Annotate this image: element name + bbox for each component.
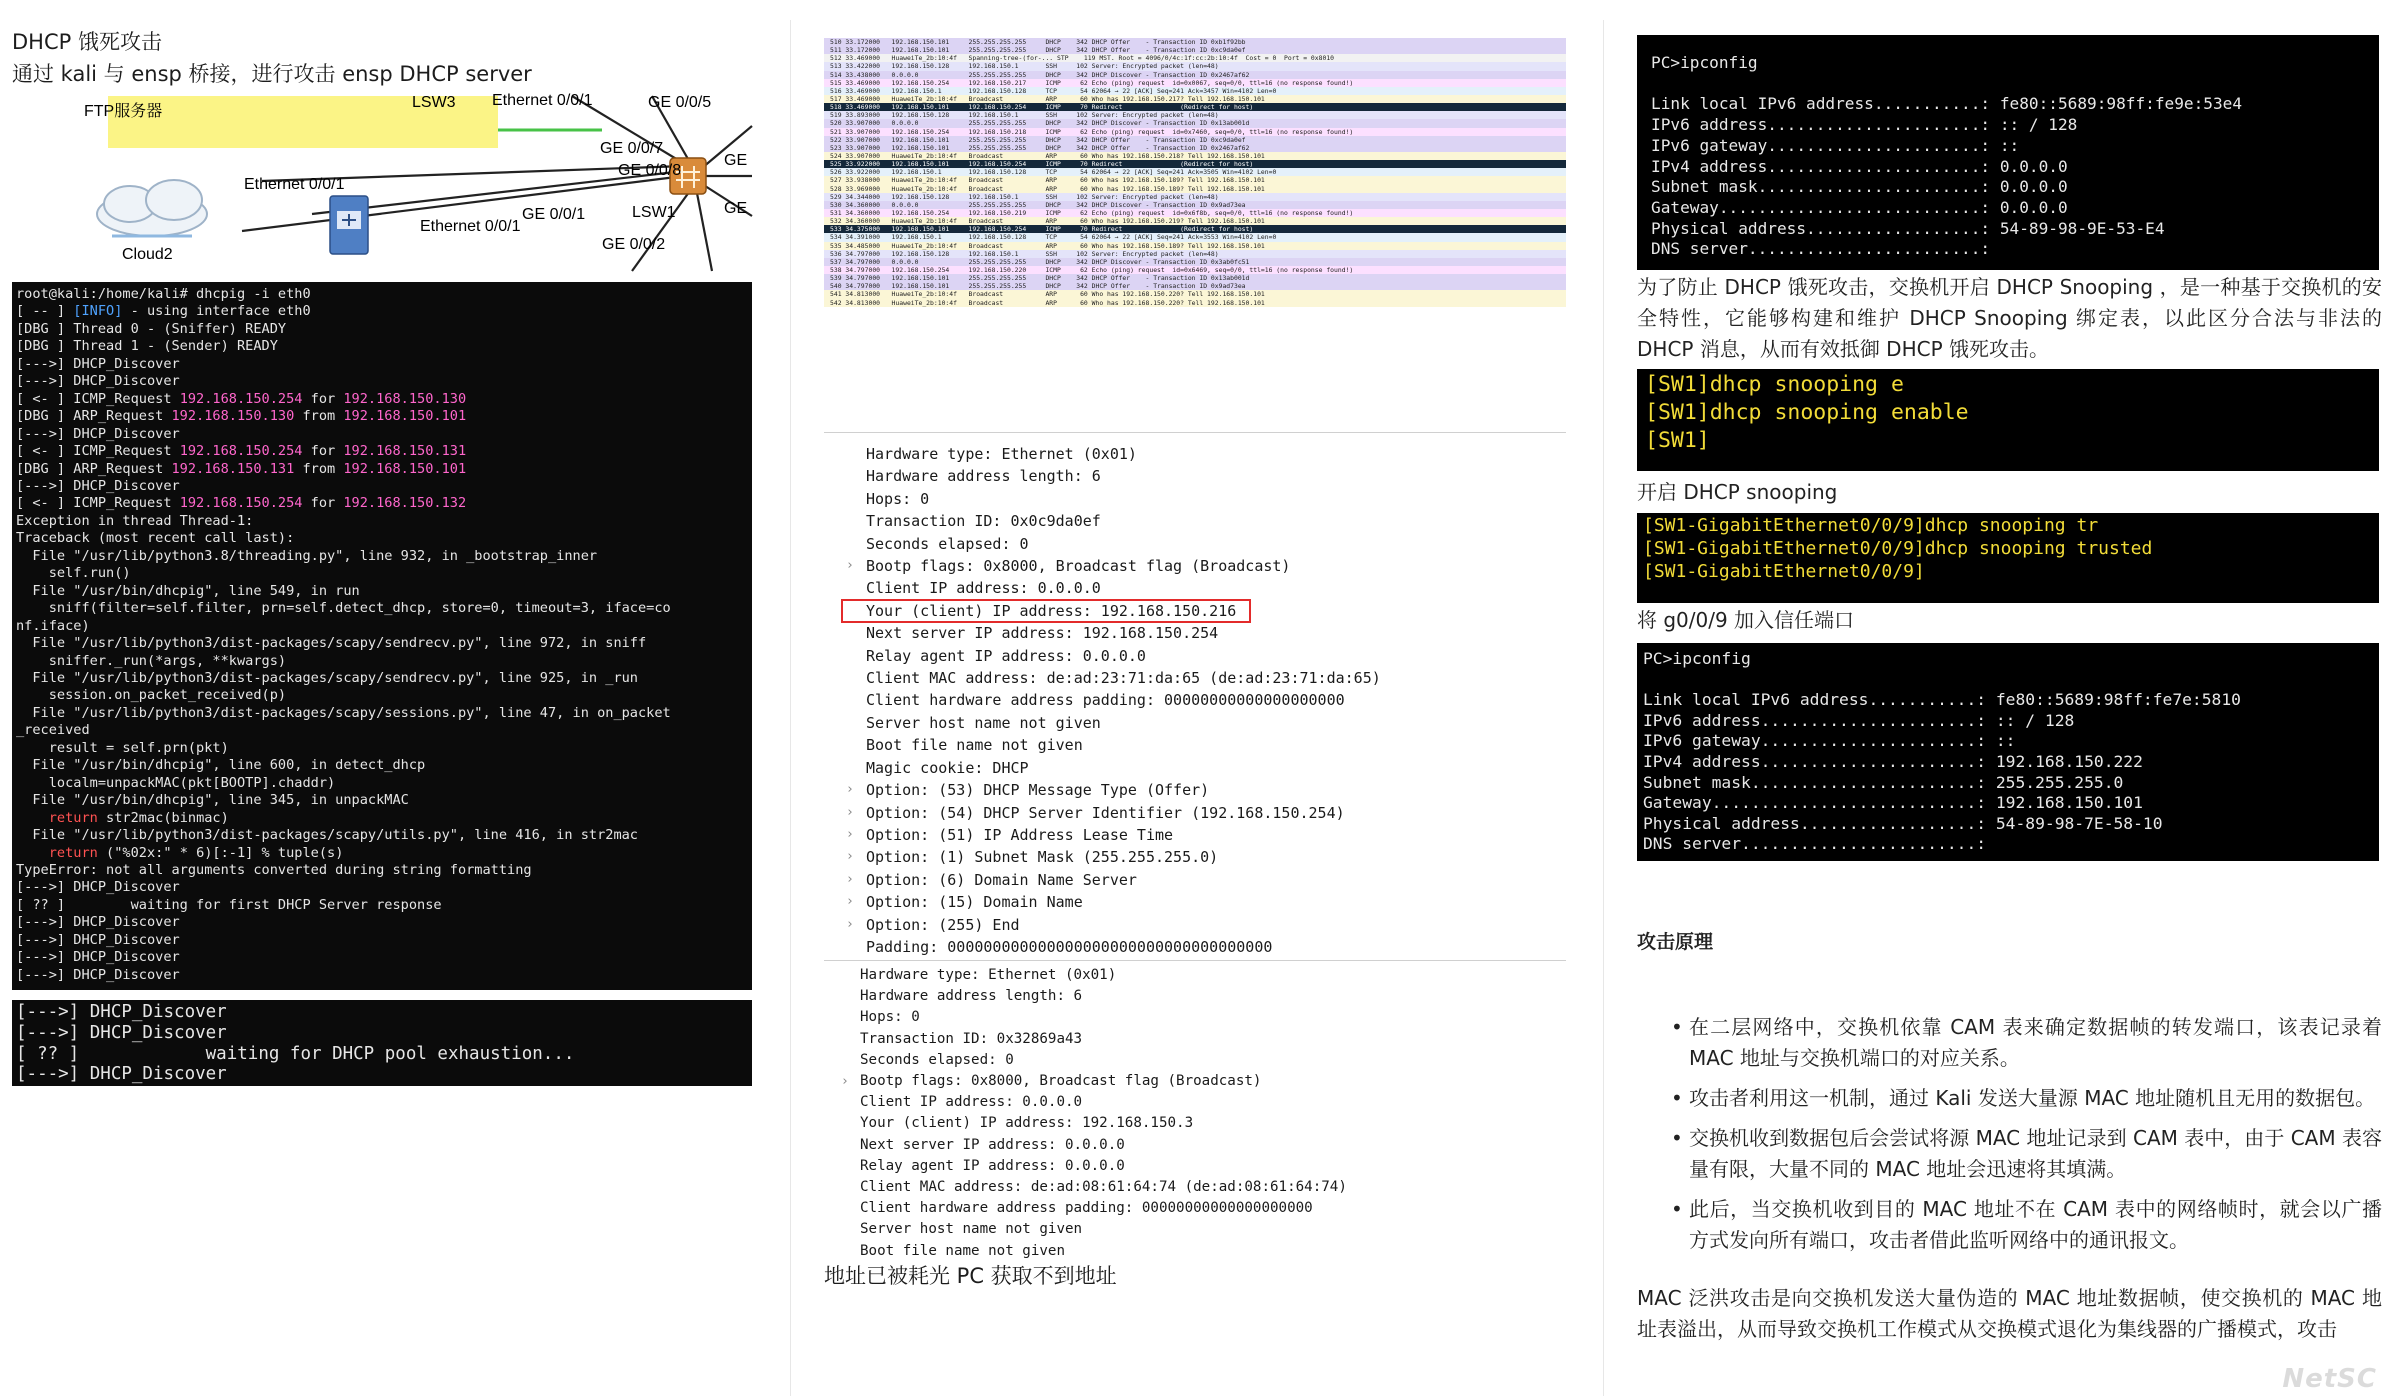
topology-label: LSW3 [412, 94, 456, 111]
detail-text: Bootp flags: 0x8000, Broadcast flag (Broadcast) [866, 557, 1291, 576]
terminal-line: File "/usr/bin/dhcpig", line 549, in run [16, 582, 360, 599]
detail-text: Hardware type: Ethernet (0x01) [866, 445, 1137, 463]
chevron-right-icon[interactable]: › [846, 826, 854, 842]
packet-row[interactable]: 515 33.469000 192.168.150.254 192.168.150.217 ICMP 62 Echo (ping) request id=0x0067, seq=0/0, ttl=16 (no response found!) [824, 79, 1566, 87]
detail-text: Option: (51) IP Address Lease Time [866, 825, 1174, 844]
terminal-line: [DBG ] ARP_Request 192.168.150.131 from 192.168.150.101 [16, 460, 467, 477]
snooping-caption: 开启 DHCP snooping [1637, 480, 1838, 504]
terminal-line: session.on_packet_received(p) [16, 687, 287, 704]
detail-row [824, 689, 1566, 711]
detail-text: Bootp flags: 0x8000, Broadcast flag (Broadcast) [860, 1073, 1262, 1090]
terminal-line: IPv6 address......................: :: / 128 [1651, 115, 2078, 135]
topology-label: GE 0/0/8 [618, 162, 682, 179]
topology-label: LSW1 [632, 204, 676, 221]
detail-text: Option: (1) Subnet Mask (255.255.255.0) [866, 848, 1219, 867]
detail-row [824, 986, 1566, 1007]
detail-text: Server host name not given [866, 713, 1101, 732]
detail-row [824, 1050, 1566, 1071]
packet-row[interactable]: 541 34.813000 HuaweiTe_2b:10:4f Broadcast ARP 60 Who has 192.168.150.220? Tell 192.168.150.101 [824, 290, 1566, 298]
detail-row [824, 1219, 1566, 1240]
detail-row [824, 622, 1566, 644]
cloud-icon [97, 180, 207, 236]
packet-row[interactable]: 532 34.360000 HuaweiTe_2b:10:4f Broadcast ARP 60 Who has 192.168.150.219? Tell 192.168.150.101 [824, 217, 1566, 225]
terminal-line: return ("%02x:" * 6)[:-1] % tuple(s) [48, 844, 344, 861]
terminal-line: Subnet mask.......................: 0.0.0.0 [1651, 177, 2068, 197]
attack-principle-list [1637, 1012, 2382, 1256]
column-divider-2 [1603, 20, 1604, 1396]
link-bottom-1 [632, 188, 692, 271]
detail-row [824, 465, 1566, 487]
terminal-line: Subnet mask.......................: 255.255.255.0 [1643, 772, 2124, 792]
network-topology [12, 92, 752, 271]
detail-row [824, 533, 1566, 555]
packet-row[interactable]: 510 33.172000 192.168.150.101 255.255.255.255 DHCP 342 DHCP Offer - Transaction ID 0xb1f92bb [824, 38, 1566, 46]
detail-text: Client IP address: 0.0.0.0 [866, 579, 1101, 598]
detail-row [824, 510, 1566, 532]
detail-text: Client MAC address: de:ad:23:71:da:65 (de:ad:23:71:da:65) [866, 669, 1381, 688]
packet-row[interactable]: 535 34.485000 HuaweiTe_2b:10:4f Broadcast ARP 60 Who has 192.168.150.189? Tell 192.168.150.101 [824, 242, 1566, 250]
wireshark-packet-list [824, 38, 1566, 418]
list-item: • 攻击者利用这一机制，通过 Kali 发送大量源 MAC 地址随机且无用的数据包。 [1637, 1083, 2382, 1114]
terminal-line: File "/usr/bin/dhcpig", line 345, in unpackMAC [16, 792, 409, 809]
detail-text: Option: (15) Domain Name [866, 893, 1083, 912]
detail-text: Hops: 0 [866, 489, 930, 508]
detail-row[interactable] [824, 824, 1566, 846]
column-divider-1 [790, 20, 791, 1396]
terminal-line: File "/usr/lib/python3/dist-packages/scapy/utils.py", line 416, in str2mac [16, 827, 638, 844]
packet-row[interactable]: 538 34.797000 192.168.150.254 192.168.150.220 ICMP 62 Echo (ping) request id=0x6469, seq=0/0, ttl=16 (no response found!) [824, 266, 1566, 274]
detail-row [824, 577, 1566, 599]
terminal-line: [DBG ] ARP_Request 192.168.150.130 from 192.168.150.101 [16, 408, 467, 425]
terminal-line: Physical address..................: 54-89-98-7E-58-10 [1643, 813, 2163, 833]
terminal-line: IPv4 address......................: 192.168.150.222 [1643, 751, 2143, 771]
detail-row[interactable] [824, 846, 1566, 868]
packet-row[interactable]: 540 34.797000 192.168.150.101 255.255.255.255 DHCP 342 DHCP Offer - Transaction ID 0x9ad73ea [824, 282, 1566, 290]
terminal-line: _received [16, 722, 90, 739]
detail-text: Hardware type: Ethernet (0x01) [860, 967, 1117, 983]
terminal-line: [SW1]dhcp snooping e [1645, 372, 1904, 397]
list-item: • 在二层网络中，交换机依靠 CAM 表来确定数据帧的转发端口，该表记录着 MAC 地址与交换机端口的对应关系。 [1637, 1012, 2382, 1074]
packet-detail-exhausted [824, 960, 1566, 1259]
terminal-line: IPv4 address......................: 0.0.0.0 [1651, 156, 2068, 176]
kali-terminal [12, 282, 752, 990]
terminal-line: File "/usr/bin/dhcpig", line 600, in detect_dhcp [16, 757, 426, 774]
detail-text: Option: (53) DHCP Message Type (Offer) [866, 781, 1210, 800]
detail-row[interactable] [824, 802, 1566, 824]
terminal-line: IPv6 address......................: :: / 128 [1643, 710, 2075, 730]
detail-text: Your (client) IP address: 192.168.150.216 [842, 600, 1250, 622]
terminal-line: [ ?? ] waiting for DHCP pool exhaustion... [16, 1043, 575, 1064]
packet-row[interactable]: 521 33.907000 192.168.150.254 192.168.150.218 ICMP 62 Echo (ping) request id=0x7460, seq=0/0, ttl=16 (no response found!) [824, 128, 1566, 136]
detail-row[interactable] [824, 891, 1566, 913]
detail-text: Relay agent IP address: 0.0.0.0 [866, 646, 1146, 665]
left-column [12, 26, 757, 1086]
topology-label: GE [724, 152, 748, 169]
kali-terminal-exhaustion [12, 1000, 752, 1086]
packet-row[interactable]: 530 34.360000 0.0.0.0 255.255.255.255 DHCP 342 DHCP Discover - Transaction ID 0x9ad73ea [824, 201, 1566, 209]
detail-row [824, 1156, 1566, 1177]
detail-row [824, 1029, 1566, 1050]
packet-row[interactable]: 523 33.907000 192.168.150.101 255.255.255.255 DHCP 342 DHCP Offer - Transaction ID 0x2467af62 [824, 144, 1566, 152]
chevron-right-icon[interactable]: › [846, 871, 854, 887]
packet-row[interactable]: 516 33.469000 192.168.150.1 192.168.150.128 TCP 54 62064 → 22 [ACK] Seq=241 Ack=3457 Win=4102 Len=0 [824, 87, 1566, 95]
terminal-line: [--->] DHCP_Discover [16, 949, 180, 966]
terminal-line: [--->] DHCP_Discover [16, 931, 180, 948]
terminal-line: Gateway...........................: 0.0.0.0 [1651, 197, 2068, 217]
packet-row[interactable]: 512 33.469000 HuaweiTe_2b:10:4f Spanning-tree-(for-... STP 119 MST. Root = 4096/0/4c:1f:cc:2b:10:4f Cost = 0 Port = 0x8010 [824, 54, 1566, 62]
topology-label: Cloud2 [122, 246, 173, 263]
detail-row[interactable] [824, 914, 1566, 936]
terminal-line: root@kali:/home/kali# dhcpig -i eth0 [16, 286, 311, 302]
topology-label: FTP服务器 [84, 103, 163, 120]
packet-row[interactable]: 542 34.813000 HuaweiTe_2b:10:4f Broadcast ARP 60 Who has 192.168.150.220? Tell 192.168.150.101 [824, 299, 1566, 307]
packet-row[interactable]: 534 34.391000 192.168.150.1 192.168.150.128 TCP 54 62064 → 22 [ACK] Seq=241 Ack=3553 Win=4102 Len=0 [824, 233, 1566, 241]
terminal-line: DNS server........................: [1651, 239, 1991, 259]
detail-row[interactable] [824, 869, 1566, 891]
terminal-line [1651, 74, 2379, 95]
detail-row[interactable] [824, 1071, 1566, 1092]
terminal-line: [--->] DHCP_Discover [16, 966, 180, 983]
topology-label: Ethernet 0/0/1 [244, 176, 345, 193]
packet-row[interactable]: 529 34.344000 192.168.150.128 192.168.150.1 SSH 102 Server: Encrypted packet (len=48) [824, 193, 1566, 201]
terminal-line: [ <- ] ICMP_Request 192.168.150.254 for 192.168.150.131 [16, 443, 467, 460]
packet-row[interactable]: 513 33.422000 192.168.150.128 192.168.150.1 SSH 102 Server: Encrypted packet (len=48) [824, 62, 1566, 70]
terminal-line: File "/usr/lib/python3.8/threading.py", line 932, in _bootstrap_inner [16, 547, 598, 564]
exhaustion-caption: 地址已被耗光 PC 获取不到地址 [824, 1264, 1117, 1288]
switch-trust-terminal [1637, 513, 2379, 603]
topology-label: GE 0/0/5 [648, 94, 712, 111]
terminal-line: Traceback (most recent call last): [16, 530, 295, 547]
detail-text: Boot file name not given [860, 1242, 1065, 1259]
detail-row[interactable] [824, 779, 1566, 801]
terminal-line: Physical address..................: 54-89-98-9E-53-E4 [1651, 218, 2165, 238]
detail-row [824, 667, 1566, 689]
right-column [1637, 35, 2382, 1345]
detail-text: Client IP address: 0.0.0.0 [860, 1094, 1083, 1111]
detail-row [824, 712, 1566, 734]
packet-row[interactable]: 518 33.469000 192.168.150.101 192.168.150.254 ICMP 70 Redirect (Redirect for host) [824, 103, 1566, 111]
terminal-line: [DBG ] Thread 1 - (Sender) READY [16, 338, 278, 355]
terminal-line: Gateway...........................: 192.168.150.101 [1643, 793, 2143, 813]
detail-text: Hardware address length: 6 [866, 467, 1101, 486]
terminal-line: File "/usr/lib/python3/dist-packages/scapy/sendrecv.py", line 925, in _run [16, 669, 638, 686]
terminal-line: return str2mac(binmac) [48, 809, 229, 826]
packet-row[interactable]: 514 33.438000 0.0.0.0 255.255.255.255 DHCP 342 DHCP Discover - Transaction ID 0x2467af62 [824, 71, 1566, 79]
packet-row[interactable]: 539 34.797000 192.168.150.101 255.255.255.255 DHCP 342 DHCP Offer - Transaction ID 0x13ab001d [824, 274, 1566, 282]
terminal-line: [SW1-GigabitEthernet0/0/9]dhcp snooping tr [1643, 515, 2099, 536]
terminal-line: PC>ipconfig [1651, 53, 1758, 72]
terminal-line: Link local IPv6 address...........: fe80::5689:98ff:fe7e:5810 [1643, 690, 2241, 710]
terminal-line: nf.iface) [16, 617, 90, 634]
topology-label: GE 0/0/1 [522, 206, 586, 223]
detail-row [824, 1241, 1566, 1262]
terminal-line: [--->] DHCP_Discover [16, 355, 180, 372]
detail-text: Padding: 000000000000000000000000000000000000 [866, 937, 1273, 956]
terminal-line: Link local IPv6 address...........: fe80::5689:98ff:fe9e:53e4 [1651, 94, 2243, 114]
server-icon [330, 196, 368, 254]
attack-principle-heading: 攻击原理 [1637, 931, 1714, 953]
detail-text: Seconds elapsed: 0 [866, 534, 1029, 553]
detail-row [824, 1135, 1566, 1156]
chevron-right-icon[interactable]: › [841, 1074, 849, 1090]
terminal-line: [SW1-GigabitEthernet0/0/9] [1643, 560, 1925, 582]
middle-column [824, 38, 1566, 1292]
terminal-line: [--->] DHCP_Discover [16, 879, 180, 896]
packet-row[interactable]: 526 33.922000 192.168.150.1 192.168.150.128 TCP 54 62064 → 22 [ACK] Seq=241 Ack=3505 Win=4102 Len=0 [824, 168, 1566, 176]
detail-row[interactable] [824, 555, 1566, 577]
packet-row[interactable]: 511 33.172000 192.168.150.101 255.255.255.255 DHCP 342 DHCP Offer - Transaction ID 0xc9da0ef [824, 46, 1566, 54]
chevron-right-icon[interactable]: › [846, 782, 854, 798]
terminal-line: IPv6 gateway......................: :: [1643, 731, 2016, 751]
terminal-line: DNS server........................: [1643, 834, 1987, 854]
chevron-right-icon[interactable]: › [846, 849, 854, 865]
packet-row[interactable]: 536 34.797000 192.168.150.128 192.168.150.1 SSH 102 Server: Encrypted packet (len=48) [824, 250, 1566, 258]
detail-text: Option: (54) DHCP Server Identifier (192.168.150.254) [866, 803, 1345, 822]
terminal-line: TypeError: not all arguments converted during string formatting [16, 861, 532, 878]
terminal-line: Exception in thread Thread-1: [16, 512, 254, 529]
snooping-intro-paragraph: 为了防止 DHCP 饿死攻击，交换机开启 DHCP Snooping ，是一种基于交换机的安全特性，它能够构建和维护 DHCP Snooping 绑定表，以此区分合法与非法的 DHCP 消息，从而有效抵御 DHCP 饿死攻击。 [1637, 275, 2382, 361]
detail-text: Relay agent IP address: 0.0.0.0 [860, 1157, 1125, 1174]
list-item: • 交换机收到数据包后会尝试将源 MAC 地址记录到 CAM 表中，由于 CAM 表容量有限，大量不同的 MAC 地址会迅速将其填满。 [1637, 1123, 2382, 1185]
terminal-line: [--->] DHCP_Discover [16, 914, 180, 931]
detail-text: Next server IP address: 0.0.0.0 [860, 1136, 1125, 1153]
terminal-line: [SW1]dhcp snooping enable [1645, 400, 1969, 426]
terminal-line: [DBG ] Thread 0 - (Sniffer) READY [16, 320, 287, 337]
link-bottom-2 [696, 188, 712, 271]
detail-text: Transaction ID: 0x32869a43 [860, 1030, 1083, 1047]
topology-label: GE 0/0/7 [600, 140, 664, 157]
chevron-right-icon[interactable]: › [846, 916, 854, 932]
chevron-right-icon[interactable]: › [846, 558, 854, 574]
detail-text: Boot file name not given [866, 736, 1083, 755]
switch-snooping-terminal [1637, 369, 2379, 471]
detail-row [824, 1177, 1566, 1198]
terminal-line: [SW1-GigabitEthernet0/0/9]dhcp snooping trusted [1643, 537, 2153, 559]
terminal-line: sniffer._run(*args, **kwargs) [16, 652, 287, 669]
terminal-line: [--->] DHCP_Discover [16, 1022, 227, 1043]
terminal-line: PC>ipconfig [1643, 649, 1751, 668]
detail-text: Hardware address length: 6 [860, 988, 1083, 1005]
terminal-line: self.run() [16, 565, 131, 582]
chevron-right-icon[interactable]: › [846, 894, 854, 910]
detail-row [824, 1092, 1566, 1113]
terminal-line: [ <- ] ICMP_Request 192.168.150.254 for 192.168.150.132 [16, 495, 467, 512]
packet-row[interactable]: 524 33.907000 HuaweiTe_2b:10:4f Broadcast ARP 60 Who has 192.168.150.218? Tell 192.168.150.101 [824, 152, 1566, 160]
terminal-line: sniff(filter=self.filter, prn=self.detect_dhcp, store=0, timeout=3, iface=co [16, 600, 671, 617]
detail-text: Server host name not given [860, 1221, 1083, 1238]
packet-row[interactable]: 527 33.938000 HuaweiTe_2b:10:4f Broadcast ARP 60 Who has 192.168.150.189? Tell 192.168.150.101 [824, 176, 1566, 184]
detail-text: Client hardware address padding: 00000000000000000000 [860, 1200, 1313, 1217]
detail-row [824, 488, 1566, 510]
terminal-line: [--->] DHCP_Discover [16, 1002, 227, 1022]
detail-text: Client MAC address: de:ad:08:61:64:74 (de:ad:08:61:64:74) [860, 1179, 1347, 1196]
terminal-line: result = self.prn(pkt) [16, 739, 229, 756]
detail-text: Next server IP address: 192.168.150.254 [866, 624, 1219, 643]
section-subtitle: 通过 kali 与 ensp 桥接，进行攻击 ensp DHCP server [12, 62, 532, 86]
detail-row [824, 1198, 1566, 1219]
detail-text: Your (client) IP address: 192.168.150.3 [860, 1115, 1194, 1132]
packet-row[interactable]: 531 34.360000 192.168.150.254 192.168.150.219 ICMP 62 Echo (ping) request id=0x6f8b, seq=0/0, ttl=16 (no response found!) [824, 209, 1566, 217]
detail-text: Seconds elapsed: 0 [860, 1051, 1014, 1068]
terminal-line: [--->] DHCP_Discover [16, 373, 180, 390]
terminal-line: [ <- ] ICMP_Request 192.168.150.254 for 192.168.150.130 [16, 390, 467, 407]
detail-row [824, 645, 1566, 667]
detail-text: Magic cookie: DHCP [866, 758, 1029, 777]
terminal-line: File "/usr/lib/python3/dist-packages/scapy/sessions.py", line 47, in on_packet [16, 704, 671, 721]
detail-row [824, 734, 1566, 756]
packet-row[interactable]: 528 33.969000 HuaweiTe_2b:10:4f Broadcast ARP 60 Who has 192.168.150.189? Tell 192.168.150.101 [824, 185, 1566, 193]
packet-row[interactable]: 537 34.797000 0.0.0.0 255.255.255.255 DHCP 342 DHCP Discover - Transaction ID 0x3ab0fc51 [824, 258, 1566, 266]
chevron-right-icon[interactable]: › [846, 804, 854, 820]
watermark: NetSC [2282, 1364, 2377, 1394]
detail-row [824, 1007, 1566, 1028]
packet-row[interactable]: 520 33.907000 0.0.0.0 255.255.255.255 DHCP 342 DHCP Discover - Transaction ID 0x13ab001d [824, 119, 1566, 127]
topology-label: Ethernet 0/0/1 [420, 218, 521, 235]
detail-row [824, 1113, 1566, 1134]
topology-label: GE 0/0/2 [602, 236, 666, 253]
detail-row [824, 443, 1566, 465]
topology-label: GE [724, 200, 748, 217]
detail-row [824, 936, 1566, 958]
highlighted-detail-row [824, 600, 1566, 622]
detail-text: Transaction ID: 0x0c9da0ef [866, 512, 1101, 531]
terminal-line: IPv6 gateway......................: :: [1651, 135, 2020, 155]
section-title: DHCP 饿死攻击 [12, 30, 162, 54]
topology-label: Ethernet 0/0/1 [492, 92, 593, 109]
pc-ipconfig-before [1637, 35, 2379, 270]
detail-row [824, 965, 1566, 986]
mac-flood-paragraph: MAC 泛洪攻击是向交换机发送大量伪造的 MAC 地址数据帧，使交换机的 MAC 地址表溢出，从而导致交换机工作模式从交换模式退化为集线器的广播模式，攻击 [1637, 1286, 2382, 1341]
terminal-line: [--->] DHCP_Discover [16, 1064, 227, 1085]
detail-row [824, 757, 1566, 779]
terminal-line: localm=unpackMAC(pkt[BOOTP].chaddr) [16, 774, 336, 791]
terminal-line: [ ?? ] waiting for first DHCP Server response [16, 896, 442, 913]
terminal-line: [ -- ] [INFO] - using interface eth0 [16, 303, 311, 320]
packet-row[interactable]: 519 33.893000 192.168.150.128 192.168.150.1 SSH 102 Server: Encrypted packet (len=48) [824, 111, 1566, 119]
detail-text: Option: (6) Domain Name Server [866, 870, 1137, 889]
detail-text: Option: (255) End [866, 915, 1020, 934]
packet-row[interactable]: 525 33.922000 192.168.150.101 192.168.150.254 ICMP 70 Redirect (Redirect for host) [824, 160, 1566, 168]
detail-text: Hops: 0 [860, 1009, 920, 1026]
terminal-line: [--->] DHCP_Discover [16, 425, 180, 442]
list-item: • 此后，当交换机收到目的 MAC 地址不在 CAM 表中的网络帧时，就会以广播方式发向所有端口，攻击者借此监听网络中的通讯报文。 [1637, 1194, 2382, 1256]
trust-caption: 将 g0/0/9 加入信任端口 [1637, 608, 1855, 632]
detail-text: Client hardware address padding: 00000000000000000000 [866, 691, 1345, 710]
terminal-line: File "/usr/lib/python3/dist-packages/scapy/sendrecv.py", line 972, in sniff [16, 635, 647, 652]
packet-row[interactable]: 517 33.469000 HuaweiTe_2b:10:4f Broadcast ARP 60 Who has 192.168.150.217? Tell 192.168.150.101 [824, 95, 1566, 103]
packet-row[interactable]: 533 34.375000 192.168.150.101 192.168.150.254 ICMP 70 Redirect (Redirect for host) [824, 225, 1566, 233]
terminal-line [1643, 670, 2379, 691]
pc-ipconfig-after [1637, 643, 2379, 861]
packet-detail-offer [824, 432, 1566, 956]
packet-row[interactable]: 522 33.907000 192.168.150.101 255.255.255.255 DHCP 342 DHCP Offer - Transaction ID 0xc9da0ef [824, 136, 1566, 144]
terminal-line: [SW1] [1645, 428, 1710, 454]
terminal-line: [--->] DHCP_Discover [16, 477, 180, 494]
